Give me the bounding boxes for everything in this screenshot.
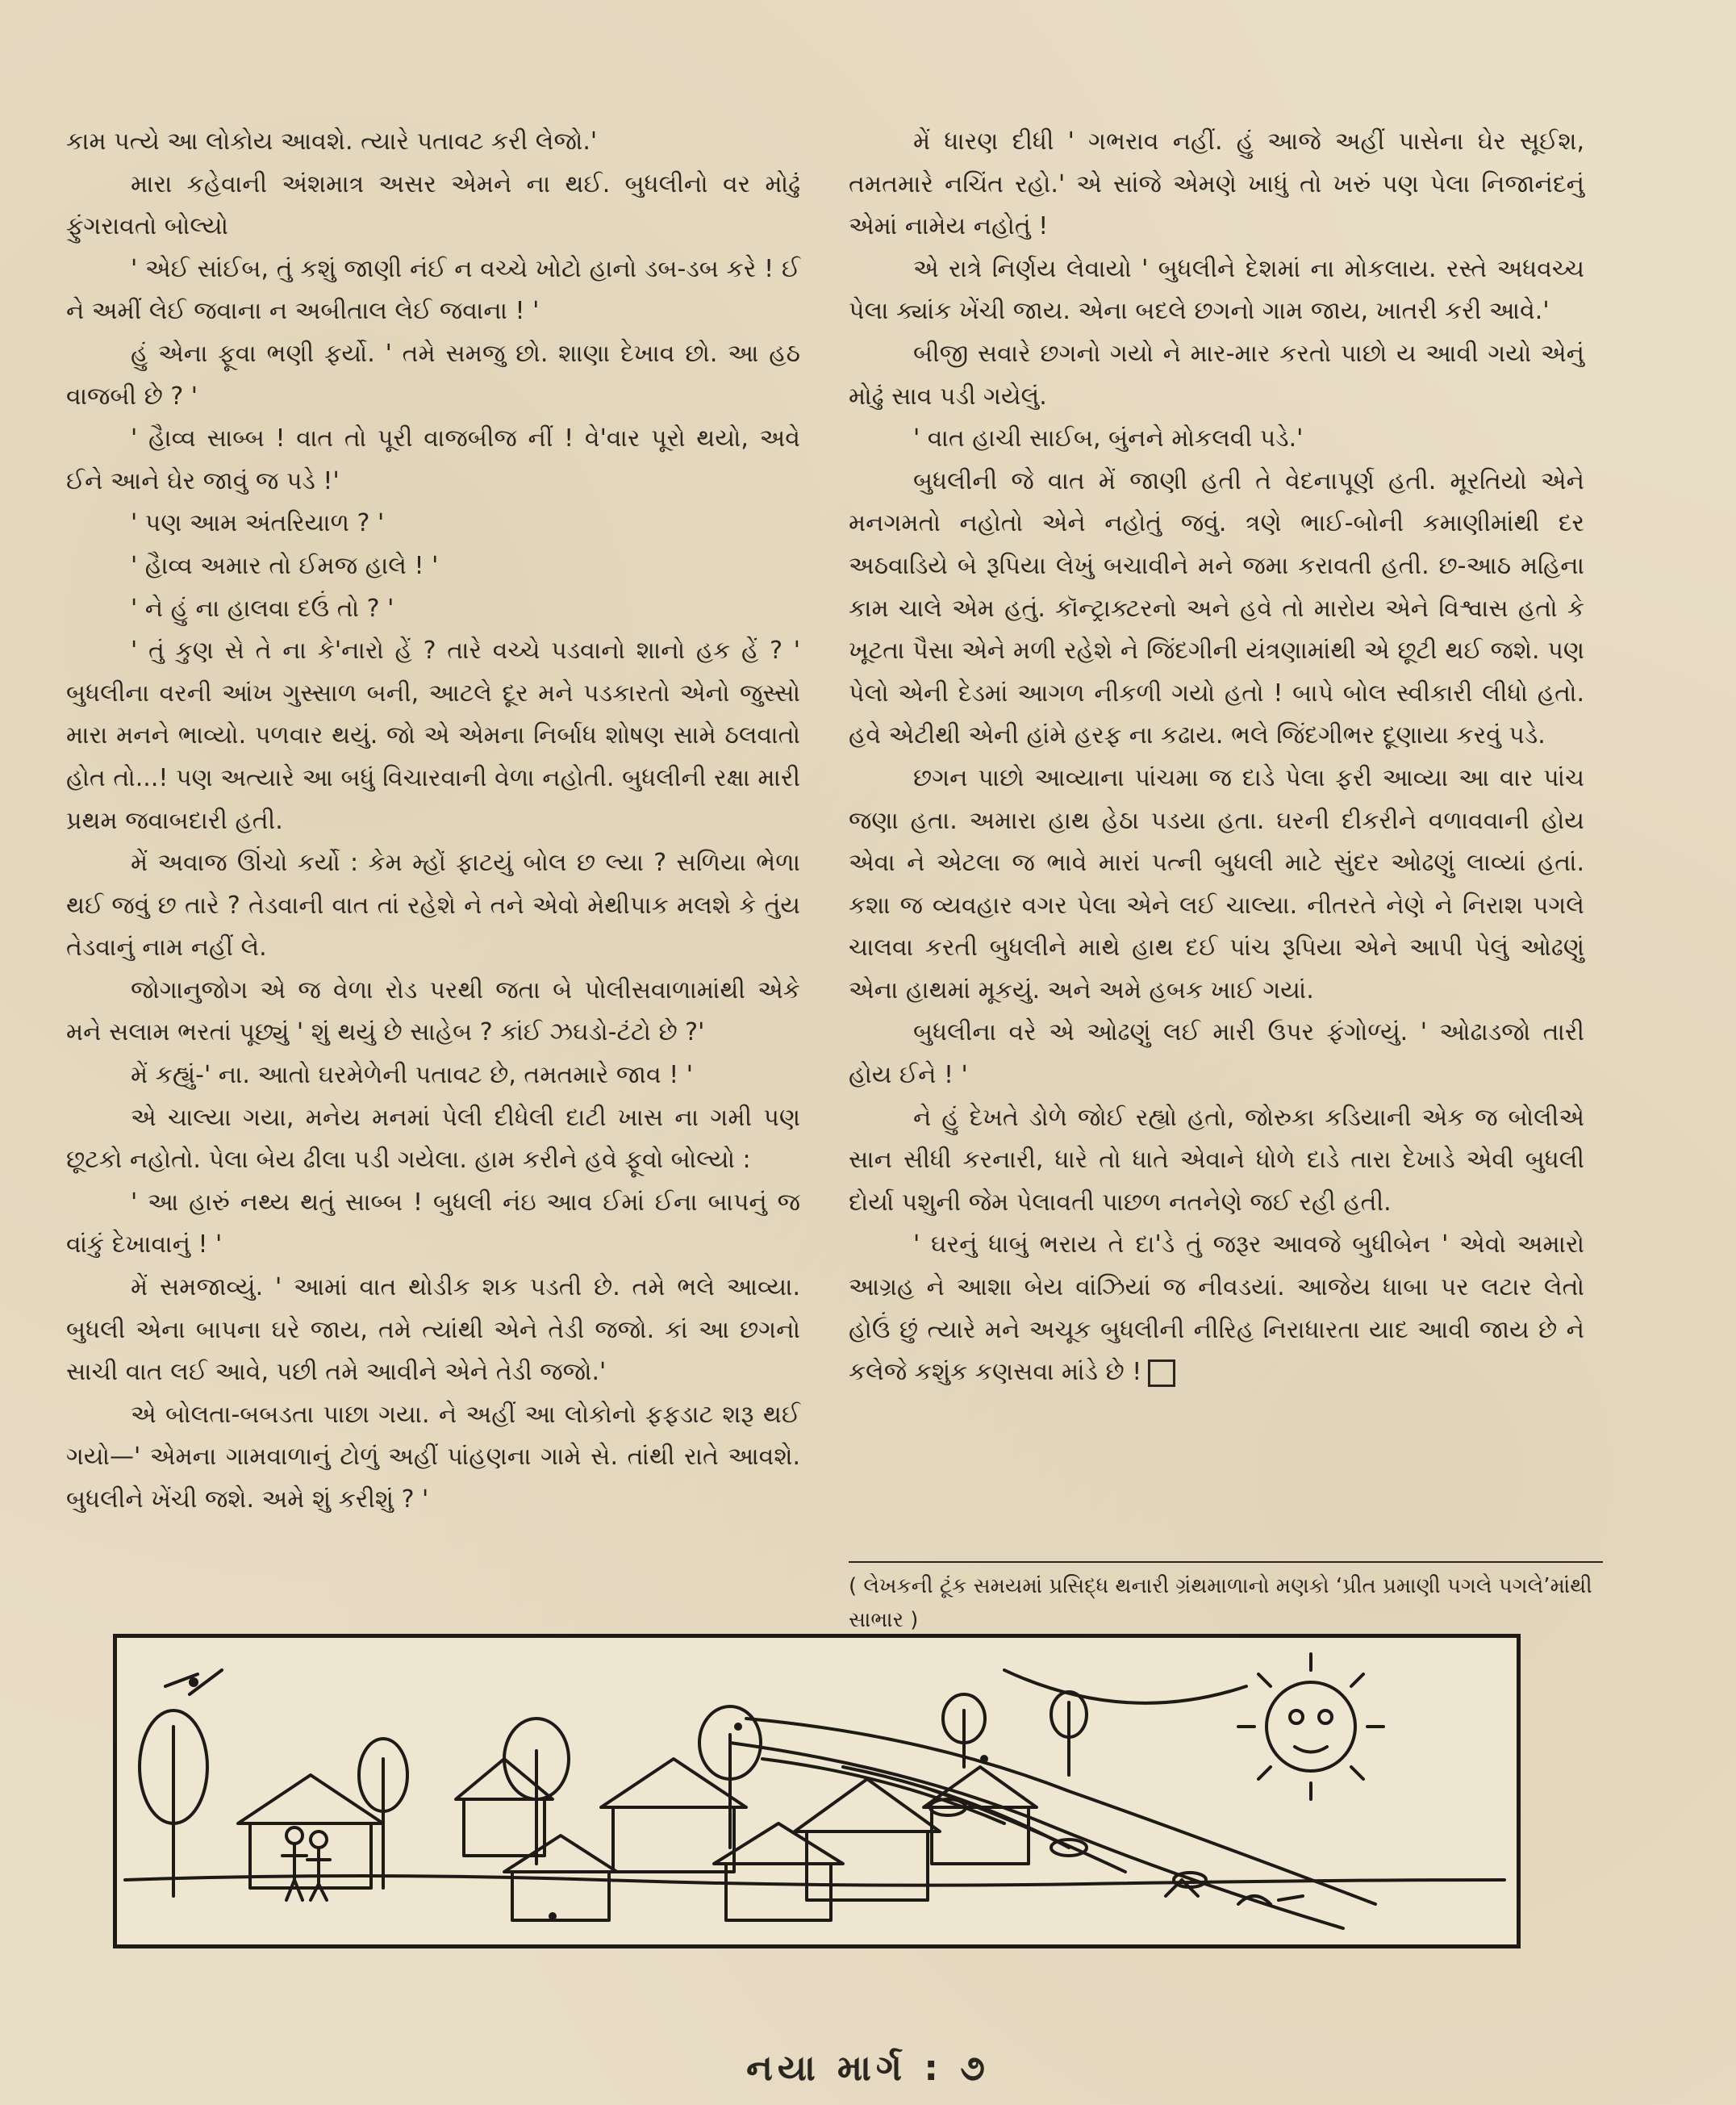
paragraph: મારા કહેવાની અંશમાત્ર અસર એમને ના થઈ. બુધલીનો વર મોઢું ફુંગરાવતો બોલ્યો bbox=[66, 169, 800, 241]
paragraph: ' હૈાવ્વ અમાર તો ઈમજ હાલે ! ' bbox=[131, 551, 439, 580]
paragraph: હું એના ફૂવા ભણી ફર્યો. ' તમે સમજુ છો. શાણા દેખાવ છો. આ હઠ વાજબી છે ? ' bbox=[66, 339, 800, 411]
paragraph: ' વાત હાચી સાઈબ, બુંનને મોકલવી પડે.' bbox=[913, 424, 1304, 453]
village-illustration bbox=[113, 1634, 1521, 1948]
paragraph: ' આ હારું નથ્ય થતું સાબ્બ ! બુધલી નંઇ આવ ઈમાં ઈના બાપનું જ વાંકું દેખાવાનું ! ' bbox=[66, 1188, 800, 1259]
paragraph: એ રાત્રે નિર્ણય લેવાયો ' બુધલીને દેશમાં ના મોકલાય. રસ્તે અધવચ્ચ પેલા ક્યાંક ખેંચી જાય. એના બદલે છગનો ગામ જાય, ખાતરી કરી આવે.' bbox=[849, 254, 1584, 326]
paragraph: બુધલીના વરે એ ઓઢણું લઈ મારી ઉપર ફંગોળ્યું. ' ઓઢાડજો તારી હોય ઈને ! ' bbox=[849, 1018, 1584, 1090]
paragraph: ને હું દેખતે ડોળે જોઈ રહ્યો હતો, જોરુકા કડિયાની એક જ બોલીએ સાન સીધી કરનારી, ધારે તો ધાતે એવાને ધોળે દાડે તારા દેખાડે એવી બુધલી દોર્યા પશુની જેમ પેલાવતી પાછળ નતનેણે જઈ રહી હતી. bbox=[849, 1103, 1584, 1217]
paragraph: એ ચાલ્યા ગયા, મનેય મનમાં પેલી દીધેલી દાટી ખાસ ના ગમી પણ છૂટકો નહોતો. પેલા બેય ઢીલા પડી ગયેલા. હામ કરીને હવે ફૂવો બોલ્યો : bbox=[66, 1103, 800, 1175]
paragraph: બુધલીની જે વાત મેં જાણી હતી તે વેદનાપૂર્ણ હતી. મૂરતિયો એને મનગમતો નહોતો એને નહોતું જવું. ત્રણે ભાઈ-બોની કમાણીમાંથી દર અઠવાડિયે બે રૂપિયા લેખું બચાવીને મને જમા કરાવતી હતી. છ-આઠ મહિના કામ ચાલે એમ હતું. કૉન્ટ્રાક્ટરનો અને હવે તો મારોય એને વિશ્વાસ હતો કે ખૂટતા પૈસા એને મળી રહેશે ને જિંદગીની યંત્રણામાંથી એ છૂટી થઈ જશે. પણ પેલો એની દેડમાં આગળ નીકળી ગયો હતો ! બાપે બોલ સ્વીકારી લીધો હતો. હવે એટીથી એની હાંમે હરફ ના કઢાય. ભલે જિંદગીભર દૂણાયા કરવું પડે. bbox=[849, 466, 1584, 750]
paragraph: બીજી સવારે છગનો ગયો ને માર-માર કરતો પાછો ય આવી ગયો એનું મોઢું સાવ પડી ગયેલું. bbox=[849, 339, 1584, 411]
paragraph: જોગાનુજોગ એ જ વેળા રોડ પરથી જતા બે પોલીસવાળામાંથી એકે મને સલામ ભરતાં પૂછ્યું ' શું થયું છે સાહેબ ? કાંઈ ઝઘડો-ટંટો છે ?' bbox=[66, 975, 800, 1047]
village-drawing bbox=[117, 1638, 1517, 1944]
paragraph: કામ પત્યે આ લોકોય આવશે. ત્યારે પતાવટ કરી લેજો.' bbox=[66, 127, 598, 156]
paragraph: ' પણ આમ અંતરિયાળ ? ' bbox=[131, 509, 385, 538]
paragraph: મેં ધારણ દીધી ' ગભરાવ નહીં. હું આજે અહીં પાસેના ઘેર સૂઈશ, તમતમારે નચિંત રહો.' એ સાંજે એમણે ખાધું તો ખરું પણ પેલા નિજાનંદનું એમાં નામેય નહોતું ! bbox=[849, 127, 1584, 241]
paragraph: એ બોલતા-બબડતા પાછા ગયા. ને અહીં આ લોકોનો ફફડાટ શરૂ થઈ ગયો—' એમના ગામવાળાનું ટોળું અહીં પાંહણના ગામે સે. તાંથી રાતે આવશે. બુધલીને ખેંચી જશે. અમે શું કરીશું ? ' bbox=[66, 1400, 800, 1514]
paragraph: છગન પાછો આવ્યાના પાંચમા જ દાડે પેલા ફરી આવ્યા આ વાર પાંચ જણા હતા. અમારા હાથ હેઠા પડયા હતા. ઘરની દીકરીને વળાવવાની હોય એવા ને એટલા જ ભાવે મારાં પત્ની બુધલી માટે સુંદર ઓઢણું લાવ્યાં હતાં. કશા જ વ્યવહાર વગર પેલા એને લઈ ચાલ્યા. નીતરતે નેણે ને નિરાશ પગલે ચાલવા કરતી બુધલીને માથે હાથ દઈ પાંચ રૂપિયા એને આપી પેલું ઓઢણું એના હાથમાં મૂકયું. અને અમે હબક ખાઈ ગયાં. bbox=[849, 763, 1584, 1004]
paragraph: ' ને હું ના હાલવા દઉં તો ? ' bbox=[131, 594, 394, 623]
paragraph-last bbox=[849, 1224, 1584, 1393]
paragraph: ' તું કુણ સે તે ના કે'નારો હેં ? તારે વચ્ચે પડવાનો શાનો હક હેં ? ' બુધલીના વરની આંખ ગુસ્સાળ બની, આટલે દૂર મને પડકારતો એનો જુસ્સો મારા મનને ભાવ્યો. પળવાર થયું. જો એ એમના નિર્બાધ શોષણ સામે ઠલવાતો હોત તો...! પણ અત્યારે આ બધું વિચારવાની વેળા નહોતી. બુધલીની રક્ષા મારી પ્રથમ જવાબદારી હતી. bbox=[66, 637, 800, 835]
paragraph: મેં કહ્યું-' ના. આતો ઘરમેળેની પતાવટ છે, તમતમારે જાવ ! ' bbox=[131, 1061, 694, 1090]
paragraph: મેં સમજાવ્યું. ' આમાં વાત થોડીક શક પડતી છે. તમે ભલે આવ્યા. બુધલી એના બાપના ઘરે જાય, તમે ત્યાંથી એને તેડી જજો. કાં આ છગનો સાચી વાત લઈ આવે, પછી તમે આવીને એને તેડી જજો.' bbox=[66, 1273, 800, 1387]
left-column bbox=[66, 121, 800, 1522]
paragraph-text: ' ઘરનું ધાબું ભરાય તે દા'ડે તું જરૂર આવજે બુધીબેન ' એવો અમારો આગ્રહ ને આશા બેય વાંઝિયાં જ નીવડયાં. આજેય ધાબા પર લટાર લેતો હોઉં છું ત્યારે મને અચૂક બુધલીની નીરિહ નિરાધારતા યાદ આવી જાય છે ને કલેજે કશુંક કણસવા માંડે છે ! bbox=[849, 1230, 1584, 1387]
paragraph: મેં અવાજ ઊંચો કર્યો : કેમ મ્હોં ફાટયું બોલ છ લ્યા ? સળિયા ભેળા થઈ જવું છ તારે ? તેડવાની વાત તાં રહેશે ને તને એવો મેથીપાક મલશે કે તુંય તેડવાનું નામ નહીં લે. bbox=[66, 849, 800, 963]
paragraph: ' એઈ સાંઈબ, તું કશું જાણી નંઈ ન વચ્ચે ખોટો હાનો ડબ-ડબ કરે ! ઈ ને અમીં લેઈ જવાના ન અબીતાલ લેઈ જવાના ! ' bbox=[66, 254, 800, 326]
source-credit: ( લેખકની ટૂંક સમયમાં પ્રસિદ્ધ થનારી ગ્રંથમાળાનો મણકો ‘પ્રીત પ્રમાણી પગલે પગલે’માંથી સાભાર ) bbox=[849, 1574, 1592, 1632]
right-column bbox=[849, 121, 1584, 1394]
divider bbox=[849, 1561, 1603, 1563]
paragraph: ' હૈાવ્વ સાબ્બ ! વાત તો પૂરી વાજબીજ નીં ! વે'વાર પૂરો થયો, અવે ઈને આને ઘેર જાવું જ પડે !' bbox=[66, 424, 800, 495]
page-footer: નયા માર્ગ : ૭ bbox=[746, 2048, 990, 2089]
end-mark-icon bbox=[1148, 1359, 1175, 1387]
